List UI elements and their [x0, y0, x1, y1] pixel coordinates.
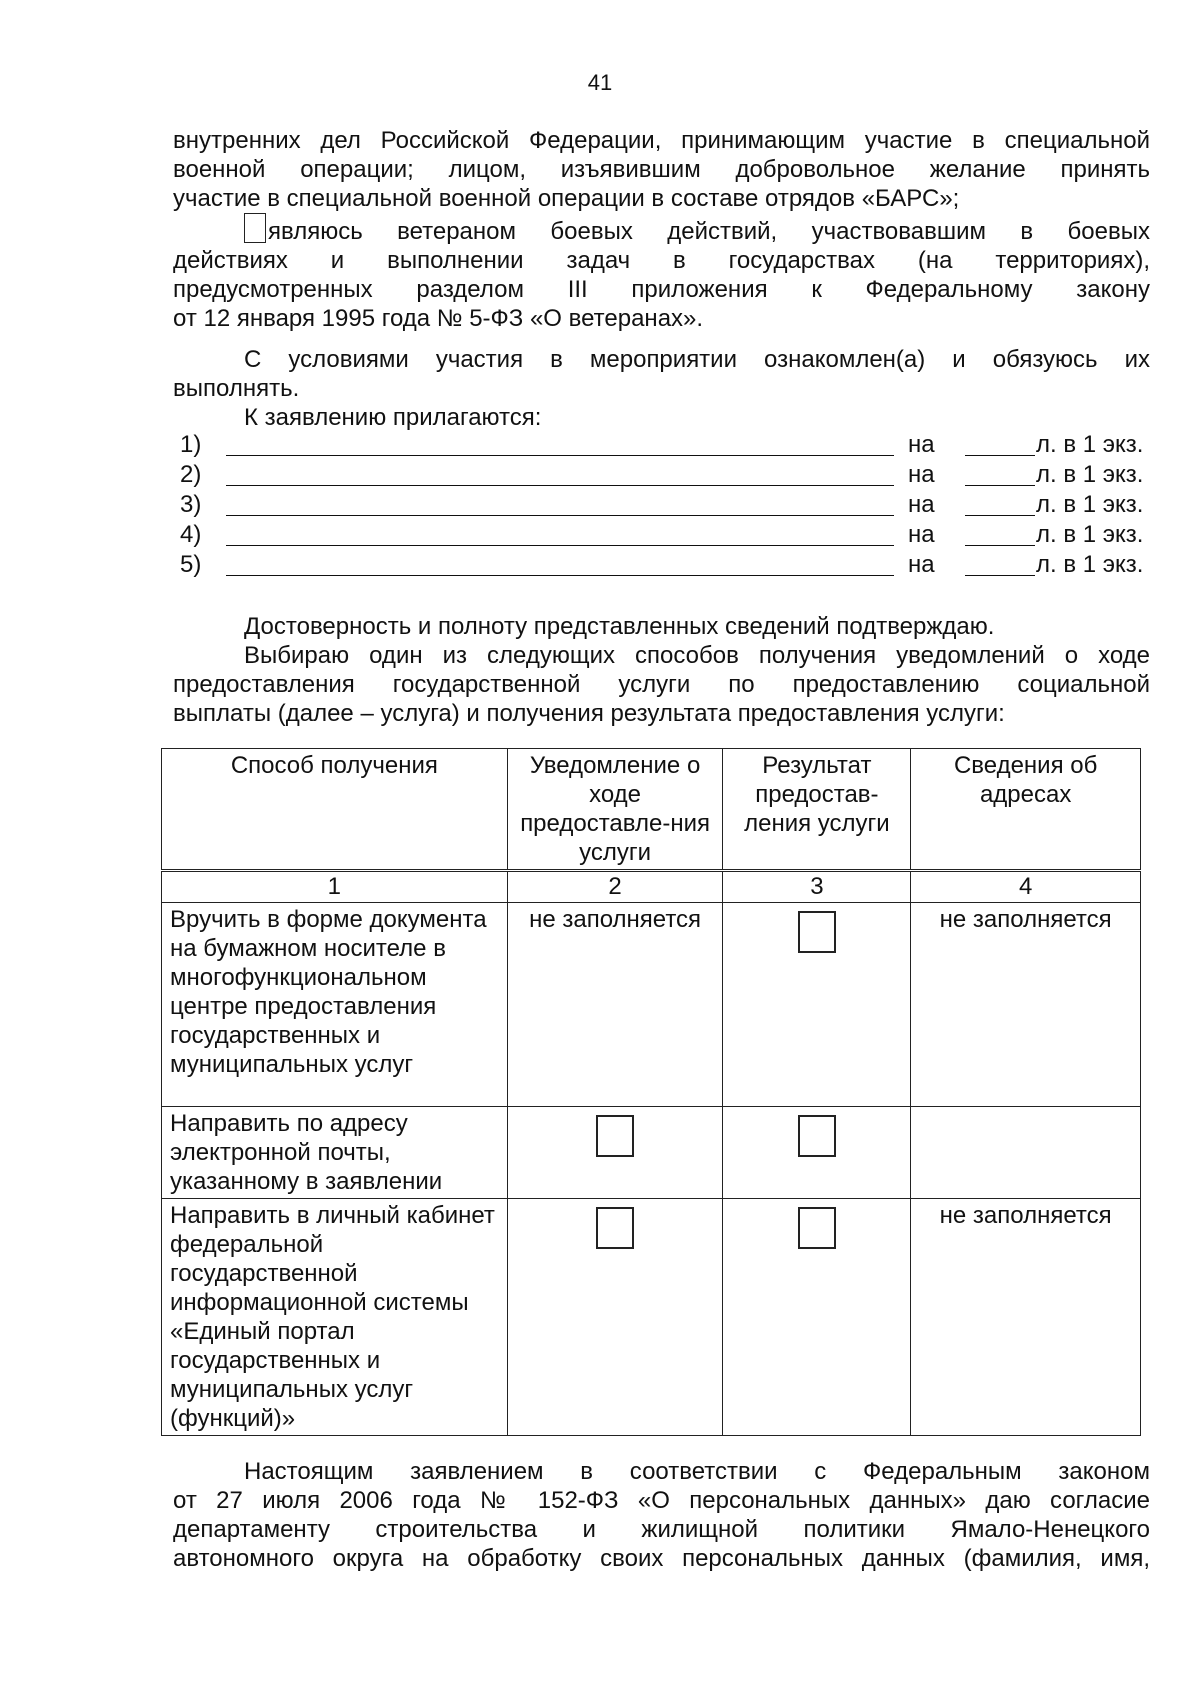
header-notification: Уведомление о ходе предоставле-ния услуги	[507, 749, 723, 871]
notification-checkbox[interactable]	[596, 1207, 634, 1249]
attachment-name-field[interactable]	[226, 515, 894, 516]
attachment-number: 4)	[180, 521, 202, 548]
attachment-name-field[interactable]	[226, 545, 894, 546]
attachment-row	[173, 521, 1150, 551]
table-row	[162, 1107, 1141, 1199]
method-cell: Направить по адресу электронной почты, указанному в заявлении	[162, 1107, 508, 1199]
result-checkbox[interactable]	[798, 911, 836, 953]
result-cell	[723, 1107, 911, 1199]
attachment-row	[173, 551, 1150, 581]
attachment-row	[173, 461, 1150, 491]
attachment-pages-field[interactable]	[965, 545, 1035, 546]
text-line: Настоящим заявлением в соответствии с Федеральным законом	[244, 1458, 1150, 1485]
attachment-tail: л. в 1 экз.	[1036, 431, 1144, 458]
confirm-paragraph	[173, 612, 1150, 641]
table-header-row	[162, 749, 1141, 871]
text-line: внутренних дел Российской Федерации, принимающим участие в специальной	[173, 127, 1150, 154]
attachment-na: на	[908, 491, 935, 518]
notification-cell	[507, 1199, 723, 1436]
text-line	[173, 213, 1150, 246]
attachment-pages-field[interactable]	[965, 575, 1035, 576]
conditions-paragraph	[173, 345, 1150, 403]
notification-cell: не заполняется	[507, 903, 723, 1107]
column-number: 2	[507, 871, 723, 903]
notification-checkbox[interactable]	[596, 1115, 634, 1157]
attachment-number: 1)	[180, 431, 202, 458]
attachment-tail: л. в 1 экз.	[1036, 551, 1144, 578]
result-checkbox[interactable]	[798, 1207, 836, 1249]
table-row	[162, 1199, 1141, 1436]
attachments-heading	[173, 403, 1150, 432]
attachment-tail: л. в 1 экз.	[1036, 461, 1144, 488]
attachment-pages-field[interactable]	[965, 455, 1035, 456]
column-number: 4	[911, 871, 1141, 903]
text-line: автономного округа на обработку своих персональных данных (фамилия, имя,	[173, 1545, 1150, 1572]
text-line: Выбираю один из следующих способов получения уведомлений о ходе	[244, 642, 1150, 669]
attachment-number: 5)	[180, 551, 202, 578]
intro-paragraph	[173, 126, 1150, 213]
result-cell	[723, 903, 911, 1107]
text-line: военной операции; лицом, изъявившим добровольное желание принять	[173, 156, 1150, 183]
text-line: департаменту строительства и жилищной политики Ямало-Ненецкого	[173, 1516, 1150, 1543]
text-line: предусмотренных разделом III приложения к Федеральному закону	[173, 276, 1150, 303]
method-cell: Направить в личный кабинет федеральной государственной информационной системы «Единый портал государственных и муниципальных услуг (функций)»	[162, 1199, 508, 1436]
address-cell: не заполняется	[911, 903, 1141, 1107]
result-cell	[723, 1199, 911, 1436]
veteran-text: являюсь ветераном боевых действий, участвовавшим в боевых	[268, 218, 1150, 245]
header-method: Способ получения	[162, 749, 508, 871]
attachment-name-field[interactable]	[226, 485, 894, 486]
text-line: действиях и выполнении задач в государствах (на территориях),	[173, 247, 1150, 274]
attachment-number: 3)	[180, 491, 202, 518]
text-line: К заявлению прилагаются:	[244, 404, 542, 431]
text-line: предоставления государственной услуги по предоставлению социальной	[173, 671, 1150, 698]
text-line: участие в специальной военной операции в составе отрядов «БАРС»;	[173, 185, 960, 212]
attachment-name-field[interactable]	[226, 455, 894, 456]
attachment-na: на	[908, 551, 935, 578]
attachment-row	[173, 491, 1150, 521]
text-line: от 27 июля 2006 года № 152-ФЗ «О персональных данных» даю согласие	[173, 1487, 1150, 1514]
method-cell: Вручить в форме документа на бумажном носителе в многофункциональном центре предоставления государственных и муниципальных услуг	[162, 903, 508, 1107]
text-line: Достоверность и полноту представленных сведений подтверждаю.	[244, 613, 995, 640]
attachment-name-field[interactable]	[226, 575, 894, 576]
header-address: Сведения об адресах	[911, 749, 1141, 871]
text-line: от 12 января 1995 года № 5-ФЗ «О ветеранах».	[173, 305, 704, 332]
notification-cell	[507, 1107, 723, 1199]
attachment-pages-field[interactable]	[965, 515, 1035, 516]
attachment-na: на	[908, 431, 935, 458]
text-line: С условиями участия в мероприятии ознакомлен(а) и обязуюсь их	[244, 346, 1150, 373]
address-cell: не заполняется	[911, 1199, 1141, 1436]
page-number: 41	[587, 70, 613, 95]
column-number: 3	[723, 871, 911, 903]
delivery-method-table	[161, 748, 1141, 1436]
table-number-row	[162, 871, 1141, 903]
table-row	[162, 903, 1141, 1107]
column-number: 1	[162, 871, 508, 903]
veteran-paragraph	[173, 213, 1150, 333]
attachment-pages-field[interactable]	[965, 485, 1035, 486]
attachment-na: на	[908, 461, 935, 488]
text-line: выплаты (далее – услуга) и получения результата предоставления услуги:	[173, 700, 1005, 727]
attachment-number: 2)	[180, 461, 202, 488]
address-cell[interactable]	[911, 1107, 1141, 1199]
result-checkbox[interactable]	[798, 1115, 836, 1157]
consent-paragraph	[173, 1457, 1150, 1573]
attachment-tail: л. в 1 экз.	[1036, 491, 1144, 518]
attachment-row	[173, 431, 1150, 461]
attachment-na: на	[908, 521, 935, 548]
text-line: выполнять.	[173, 375, 300, 402]
choose-paragraph	[173, 641, 1150, 728]
header-result: Результат предостав-ления услуги	[723, 749, 911, 871]
veteran-checkbox[interactable]	[244, 213, 266, 243]
attachment-tail: л. в 1 экз.	[1036, 521, 1144, 548]
